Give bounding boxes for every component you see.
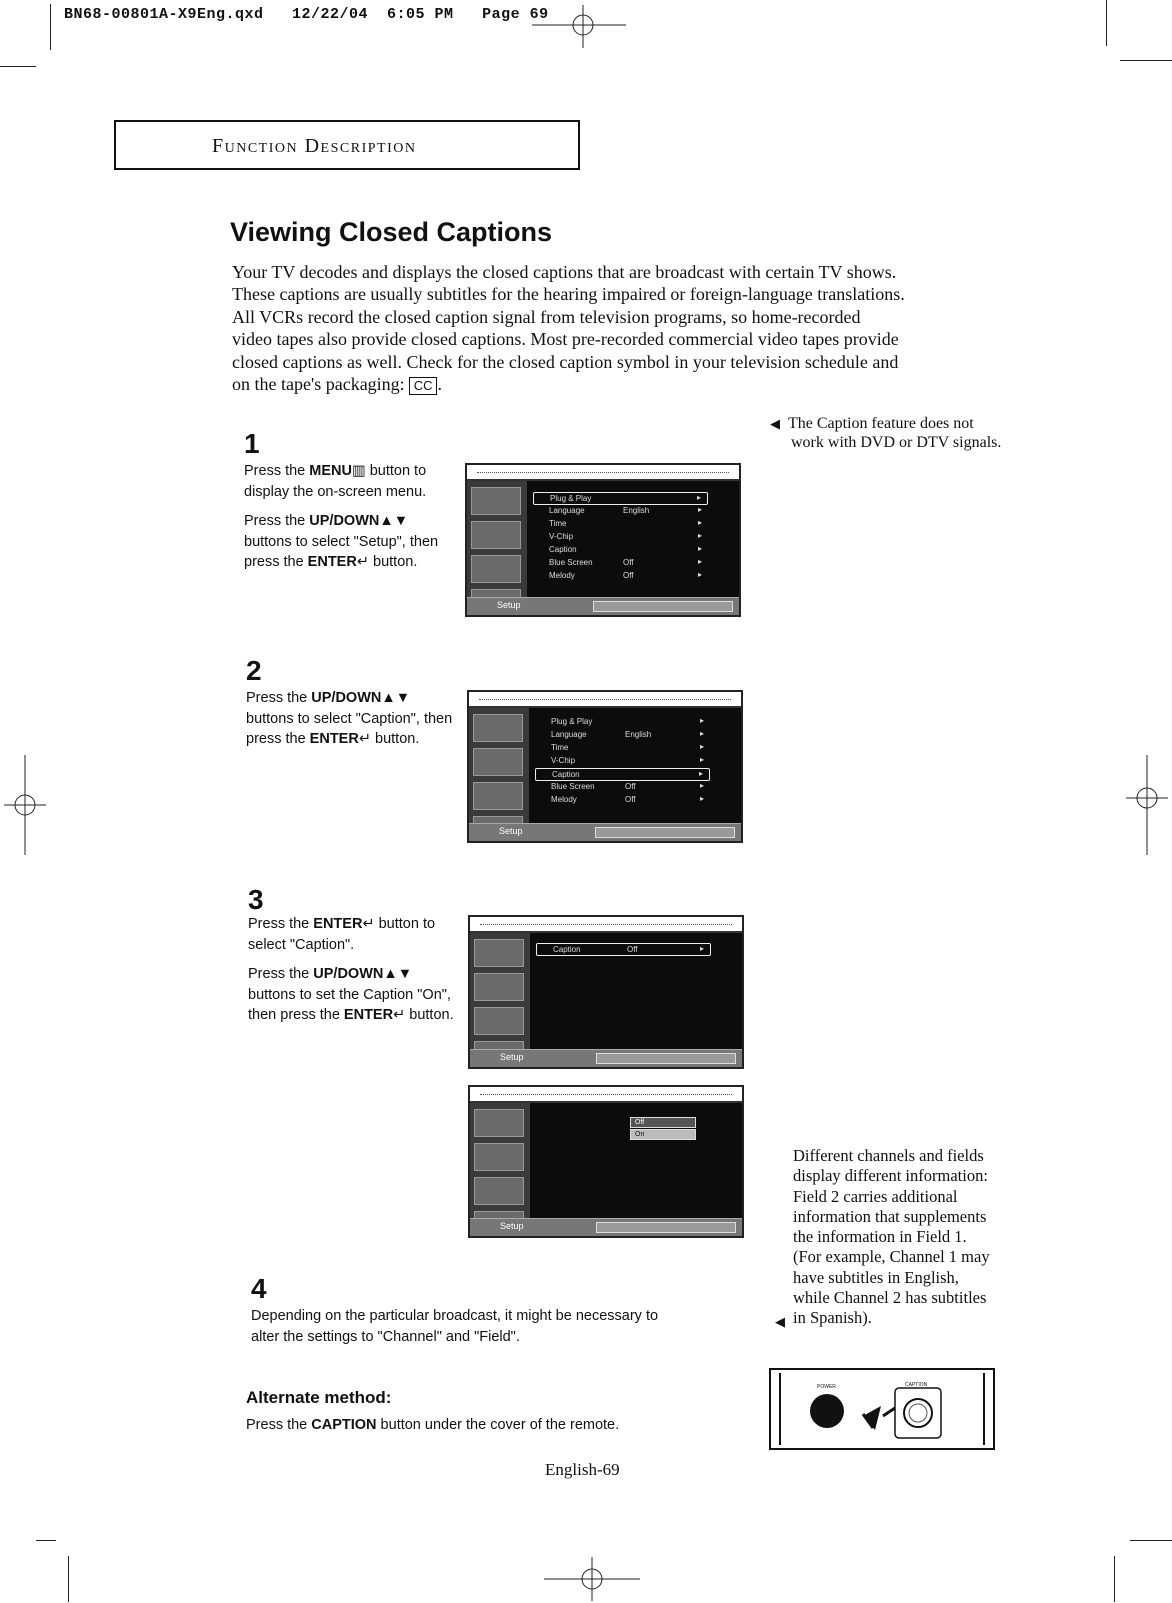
menu-icon: ▥ <box>351 463 366 479</box>
intro-paragraph <box>232 261 1008 395</box>
screen-sidebar <box>469 708 529 841</box>
enter-icon: ↵ <box>393 1007 406 1023</box>
intro-line: Your TV decodes and displays the closed captions that are broadcast with certain TV shows. <box>232 262 897 282</box>
tv-menu-screenshot <box>468 1085 744 1238</box>
caption-button-icon <box>904 1399 932 1427</box>
menu-row: Language English ▸ <box>551 729 704 739</box>
menu-row: Caption ▸ <box>549 544 702 554</box>
picture-icon <box>473 748 523 776</box>
crop-mark <box>1130 1540 1172 1541</box>
registration-mark <box>520 0 630 50</box>
cc-symbol-icon: CC <box>409 377 438 395</box>
menu-row: V-Chip ▸ <box>549 531 702 541</box>
menu-row: Caption Off ▸ <box>536 943 711 956</box>
screen-topbar <box>469 692 741 708</box>
screen-sidebar <box>467 481 527 615</box>
enter-icon: ↵ <box>362 916 375 932</box>
menu-row: Blue Screen Off ▸ <box>549 557 702 567</box>
screen-bottombar: Setup <box>467 597 739 615</box>
popup-option: On <box>630 1129 696 1140</box>
remote-buttons <box>771 1370 993 1448</box>
enter-icon: ↵ <box>358 731 371 747</box>
note-caption-dvd: ◀ The Caption feature does not work with DVD or DTV signals. <box>770 415 1002 451</box>
intro-line: on the tape's packaging: CC . <box>232 374 442 395</box>
screen-topbar <box>467 465 739 481</box>
intro-line: closed captions as well. Check for the closed caption symbol in your television schedule and <box>232 351 899 372</box>
registration-mark <box>1122 750 1172 860</box>
popup-option: Off <box>630 1117 696 1128</box>
input-icon <box>474 1109 524 1137</box>
tv-menu-screenshot <box>468 915 744 1069</box>
screen-topbar <box>470 917 742 933</box>
crop-mark <box>0 66 36 67</box>
screen-bottombar: Setup <box>470 1049 742 1067</box>
step-2-text: Press the UP/DOWN▲▼ buttons to select "Caption", then press the ENTER↵ button. <box>246 690 453 747</box>
caption-label: CAPTION <box>905 1382 928 1388</box>
step-1-text: Press the MENU▥ button to display the on-screen menu. Press the UP/DOWN▲▼ buttons to select "Setup", then press the ENTER↵ button. <box>244 463 439 570</box>
section-label: Function Description <box>212 135 417 157</box>
crop-mark <box>1114 1556 1115 1602</box>
crop-mark <box>68 1556 69 1602</box>
screen-sidebar <box>470 1103 530 1236</box>
page-number: English-69 <box>545 1460 620 1479</box>
caption-popup <box>630 1117 696 1141</box>
alternate-method-text: Press the CAPTION button under the cover of the remote. <box>246 1417 620 1433</box>
registration-mark <box>540 1555 650 1603</box>
note-fields: Different channels and fields display different information: Field 2 carries additional information that supplements the information in Field 1. (For example, Channel 1 may have subtitles in English, while Channel 2 has subtitles in Spanish). ◀ <box>793 1146 1043 1329</box>
screen-bottombar: Setup <box>470 1218 742 1236</box>
tv-menu-screenshot <box>467 690 743 843</box>
input-icon <box>471 487 521 515</box>
pointer-left-icon: ◀ <box>770 416 780 431</box>
menu-row: Blue Screen Off ▸ <box>551 781 704 791</box>
picture-icon <box>471 521 521 549</box>
menu-row: Plug & Play ▸ <box>533 492 708 505</box>
screen-topbar <box>470 1087 742 1103</box>
step-number: 2 <box>246 655 262 686</box>
remote-illustration <box>769 1368 995 1450</box>
tv-menu-screenshot <box>465 463 741 617</box>
menu-row: Time ▸ <box>549 518 702 528</box>
crop-mark <box>50 4 51 50</box>
print-header: BN68-00801A-X9Eng.qxd 12/22/04 6:05 PM Page 69 <box>64 6 549 23</box>
menu-row: Plug & Play ▸ <box>551 716 704 726</box>
intro-line: video tapes also provide closed captions. Most pre-recorded commercial video tapes provide <box>232 329 899 350</box>
picture-icon <box>474 973 524 1001</box>
sound-icon <box>471 555 521 583</box>
sound-icon <box>474 1007 524 1035</box>
setup-menu <box>533 492 708 583</box>
intro-line: These captions are usually subtitles for the hearing impaired or foreign-language translations. <box>232 284 905 305</box>
menu-row: Caption ▸ <box>535 768 710 781</box>
step-number: 4 <box>251 1273 267 1304</box>
caption-menu <box>536 943 711 956</box>
step-number: 1 <box>244 428 260 459</box>
step-3-text: Press the ENTER↵ button to select "Caption". Press the UP/DOWN▲▼ buttons to set the Caption "On", then press the ENTER↵ button. <box>248 916 454 1023</box>
registration-mark <box>0 750 50 860</box>
menu-row: Melody Off ▸ <box>551 794 704 804</box>
power-button-icon <box>810 1394 844 1428</box>
power-label: POWER <box>817 1384 836 1390</box>
step-number: 3 <box>248 884 264 915</box>
input-icon <box>474 939 524 967</box>
screen-bottombar: Setup <box>469 823 741 841</box>
input-icon <box>473 714 523 742</box>
crop-mark <box>36 1540 56 1541</box>
section-label-box <box>114 120 580 170</box>
menu-row: V-Chip ▸ <box>551 755 704 765</box>
crop-mark <box>1120 60 1172 61</box>
crop-mark <box>1106 0 1107 46</box>
enter-icon: ↵ <box>356 554 369 570</box>
menu-row: Time ▸ <box>551 742 704 752</box>
setup-menu <box>535 716 710 807</box>
step-4-text: Depending on the particular broadcast, it might be necessary to alter the settings to "Channel" and "Field". <box>251 1308 659 1345</box>
intro-line: All VCRs record the closed caption signal from television programs, so home-recorded <box>232 306 861 327</box>
sound-icon <box>474 1177 524 1205</box>
pointer-left-icon: ◀ <box>775 1314 785 1329</box>
screen-sidebar <box>470 933 530 1067</box>
sound-icon <box>473 782 523 810</box>
alternate-method-title: Alternate method: <box>246 1388 392 1407</box>
menu-row: Melody Off ▸ <box>549 570 702 580</box>
menu-row: Language English ▸ <box>549 505 702 515</box>
page-title: Viewing Closed Captions <box>230 217 553 247</box>
picture-icon <box>474 1143 524 1171</box>
